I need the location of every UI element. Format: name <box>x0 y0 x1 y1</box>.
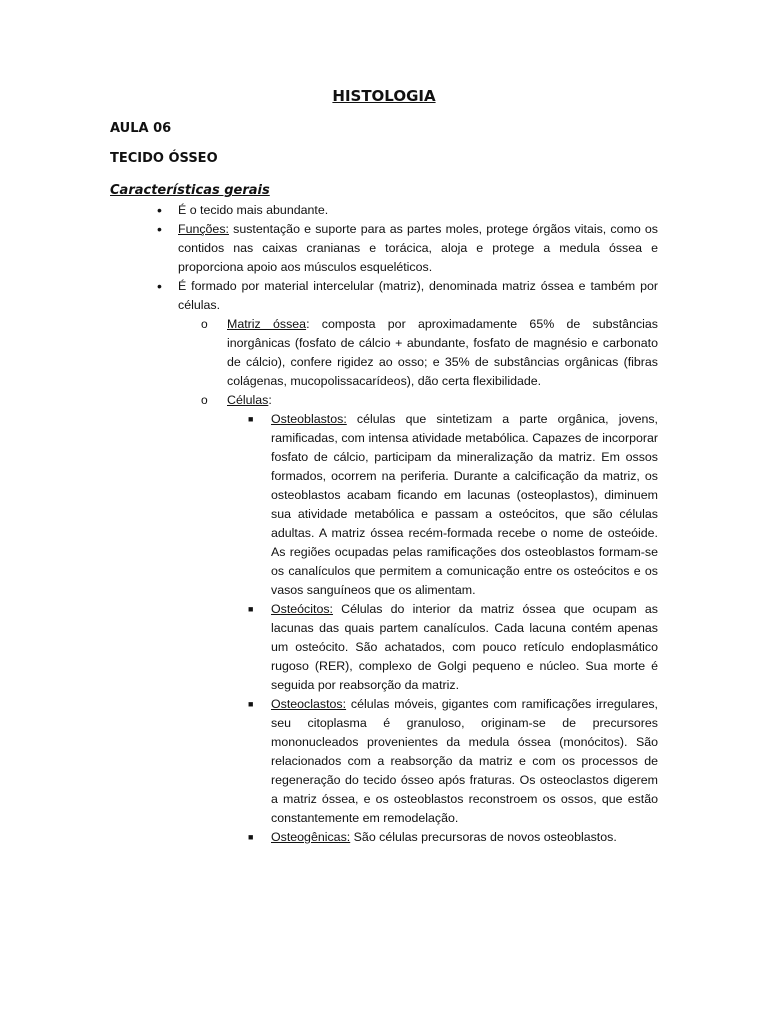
bullet-text: É o tecido mais abundante. <box>178 203 329 217</box>
lesson-heading: AULA 06 <box>110 121 172 136</box>
bullet-square-icon: ■ <box>248 604 254 614</box>
sub-bullet-text: : composta por aproximadamente 65% de substâncias inorgânicas (fosfato de cálcio + abundante, fosfato de magnésio e carbonato de cálcio), confere rigidez ao osso; e 35% de substâncias orgânicas (fibras colágenas, mucopolissacarídeos), dão certa flexibilidade. <box>227 317 658 388</box>
bullet-circle-icon: o <box>201 317 208 331</box>
bullet-item <box>110 201 658 220</box>
cell-type-item <box>110 695 658 828</box>
bullet-circle-icon: o <box>201 393 208 407</box>
bullet-square-icon: ■ <box>248 414 254 424</box>
sub-bullet-item <box>110 315 658 391</box>
document-body <box>110 201 658 847</box>
bullet-label: Funções: <box>178 222 229 236</box>
bullet-text: É formado por material intercelular (matriz), denominada matriz óssea e também por células. <box>178 279 658 312</box>
bullet-dot-icon: • <box>157 221 162 237</box>
cell-type-item <box>110 600 658 695</box>
cell-type-label: Osteócitos: <box>271 602 333 616</box>
bullet-item <box>110 220 658 277</box>
cell-type-label: Osteoblastos: <box>271 412 347 426</box>
topic-heading: TECIDO ÓSSEO <box>110 151 218 166</box>
cell-type-text: Células do interior da matriz óssea que ocupam as lacunas das quais partem canalículos. Cada lacuna contém apenas um osteócito. São achatados, com pouco retículo endoplasmático rugoso (RER), complexo de Golgi pequeno e núcleo. Sua morte é seguida por reabsorção da matriz. <box>271 602 658 692</box>
cell-type-item <box>110 410 658 600</box>
cell-type-text: células que sintetizam a parte orgânica, jovens, ramificadas, com intensa atividade metabólica. Capazes de incorporar fosfato de cálcio, participam da mineralização da matriz. Em ossos formados, ocorrem na periferia. Durante a calcificação da matriz, os osteoblastos acabam ficando em lacunas (osteoplastos), diminuem sua atividade metabólica e passam a osteócitos, que são células adultas. A matriz óssea recém-formada recebe o nome de osteóide. As regiões ocupadas pelas ramificações dos osteoblastos formam-se os canalículos que permitem a comunicação entre os osteócitos e os vasos sanguíneos que os alimentam. <box>271 412 658 597</box>
cell-type-label: Osteoclastos: <box>271 697 347 711</box>
bullet-square-icon: ■ <box>248 699 254 709</box>
sub-bullet-label: Células <box>227 393 269 407</box>
section-heading: Características gerais <box>110 183 270 198</box>
bullet-dot-icon: • <box>157 202 162 218</box>
bullet-square-icon: ■ <box>248 832 254 842</box>
cell-type-item <box>110 828 658 847</box>
cell-type-label: Osteogênicas: <box>271 830 351 844</box>
bullet-item <box>110 277 658 315</box>
cell-type-text: São células precursoras de novos osteoblastos. <box>350 830 617 844</box>
bullet-text: sustentação e suporte para as partes moles, protege órgãos vitais, como os contidos nas caixas cranianas e torácica, aloja e protege a medula óssea e proporciona apoio aos músculos esqueléticos. <box>178 222 658 274</box>
cell-type-text: células móveis, gigantes com ramificações irregulares, seu citoplasma é granuloso, originam-se de precursores mononucleados provenientes da medula óssea (monócitos). São relacionados com a reabsorção da matriz e com os processos de regeneração do tecido ósseo após fraturas. Os osteoclastos digerem a matriz óssea, e os osteoblastos reconstroem os ossos, que estão constantemente em remodelação. <box>271 697 658 825</box>
bullet-dot-icon: • <box>157 278 162 294</box>
sub-bullet-item <box>110 391 658 410</box>
sub-bullet-label: Matriz óssea <box>227 317 307 331</box>
document-title: HISTOLOGIA <box>332 87 436 105</box>
sub-bullet-text: : <box>268 393 272 407</box>
